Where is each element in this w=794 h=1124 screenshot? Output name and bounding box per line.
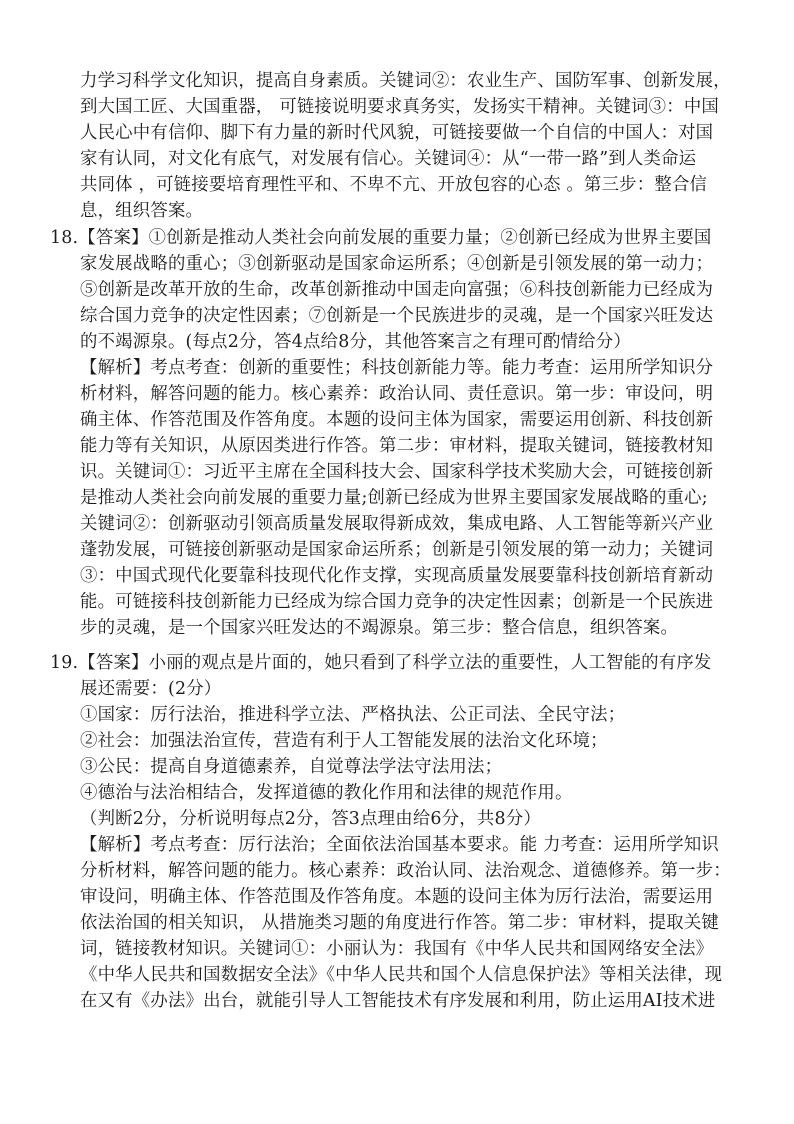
text-line: 综合国力竞争的决定性因素；⑦创新是一个民族进步的灵魂，是一个国家兴旺发达 — [80, 306, 714, 326]
text-line: 家发展战略的重心；③创新驱动是国家命运所系；④创新是引领发展的第一动力； — [80, 254, 714, 274]
text-line: 分析材料，解答问题的能力。核心素养：政治认同、法治观念、道德修养。第一步： — [80, 861, 731, 881]
text-line: 到大国工匠、大国重器， 可链接说明要求真务实，发扬实干精神。关键词③：中国 — [80, 97, 719, 117]
text-line: 息，组织答案。 — [80, 201, 204, 221]
text-line: ②社会：加强法治宣传，营造有利于人工智能发展的法治文化环境； — [80, 731, 608, 751]
question-19-answer: 19.【答案】小丽的观点是片面的，她只看到了科学立法的重要性，人工智能的有序发 — [50, 653, 712, 673]
text-line: 审设问，明确主体、作答范围及作答角度。本题的设问主体为厉行法治，需要运用 — [80, 887, 714, 907]
text-line: 关键词②：创新驱动引领高质量发展取得新成效，集成电路、人工智能等新兴产业 — [80, 514, 714, 534]
text-line: （判断2分，分析说明每点2分，答3点理由给6分，共8分） — [80, 809, 541, 829]
text-line: 展还需要：(2分） — [80, 679, 222, 699]
text-line: ③：中国式现代化要靠科技现代化作支撑，实现高质量发展要靠科技创新培育新动 — [80, 566, 714, 586]
text-line: 家有认同，对文化有底气，对发展有信心。关键词④：从“一带一路”到人类命运 — [80, 149, 697, 169]
text-line: ④德治与法治相结合，发挥道德的教化作用和法律的规范作用。 — [80, 783, 573, 803]
text-line: 共同体 ，可链接要培育理性平和、不卑不亢、开放包容的心态 。第三步：整合信 — [80, 175, 708, 195]
text-line: ③公民：提高自身道德素养，自觉尊法学法守法用法； — [80, 757, 503, 777]
text-line: ⑤创新是改革开放的生命，改革创新推动中国走向富强；⑥科技创新能力已经成为 — [80, 280, 714, 300]
text-line: 步的灵魂，是一个国家兴旺发达的不竭源泉。第三步：整合信息，组织答案。 — [80, 618, 679, 638]
text-line: 的不竭源泉。(每点2分，答4点给8分，其他答案言之有理可酌情给分） — [80, 332, 631, 352]
question-18-analysis: 【解析】考点考查：创新的重要性；科技创新能力等。能力考查：运用所学知识分 — [80, 358, 714, 378]
text-line: 力学习科学文化知识，提高自身素质。关键词②：农业生产、国防军事、创新发展， — [80, 71, 731, 91]
text-line: 能力等有关知识，从原因类进行作答。第二步：审材料，提取关键词，链接教材知 — [80, 436, 714, 456]
text-line: 在又有《办法》出台，就能引导人工智能技术有序发展和利用，防止运用AI技术进 — [80, 991, 716, 1011]
text-line: 是推动人类社会向前发展的重要力量;创新已经成为世界主要国家发展战略的重心; — [80, 488, 708, 508]
text-line: 析材料，解答问题的能力。核心素养：政治认同、责任意识。第一步：审设问，明 — [80, 384, 714, 404]
question-19-analysis: 【解析】考点考查：厉行法治；全面依法治国基本要求。能 力考查：运用所学知识 — [80, 835, 719, 855]
text-line: 词，链接教材知识。关键词①：小丽认为：我国有《中华人民共和国网络安全法》 — [80, 939, 714, 959]
text-line: 能。可链接科技创新能力已经成为综合国力竞争的决定性因素；创新是一个民族进 — [80, 592, 714, 612]
text-line: 确主体、作答范围及作答角度。本题的设问主体为国家，需要运用创新、科技创新 — [80, 410, 714, 430]
question-18-answer: 18.【答案】①创新是推动人类社会向前发展的重要力量；②创新已经成为世界主要国 — [50, 228, 712, 248]
text-line: 识。关键词①：习近平主席在全国科技大会、国家科学技术奖励大会，可链接创新 — [80, 462, 714, 482]
text-line: 人民心中有信仰、脚下有力量的新时代风貌，可链接要做一个自信的中国人：对国 — [80, 123, 714, 143]
text-line: 蓬勃发展，可链接创新驱动是国家命运所系；创新是引领发展的第一动力；关键词 — [80, 540, 714, 560]
text-line: 依法治国的相关知识， 从措施类习题的角度进行作答。第二步：审材料，提取关键 — [80, 913, 719, 933]
text-line: ①国家：厉行法治，推进科学立法、严格执法、公正司法、全民守法； — [80, 705, 626, 725]
text-line: 《中华人民共和国数据安全法》《中华人民共和国个人信息保护法》等相关法律，现 — [80, 965, 723, 985]
